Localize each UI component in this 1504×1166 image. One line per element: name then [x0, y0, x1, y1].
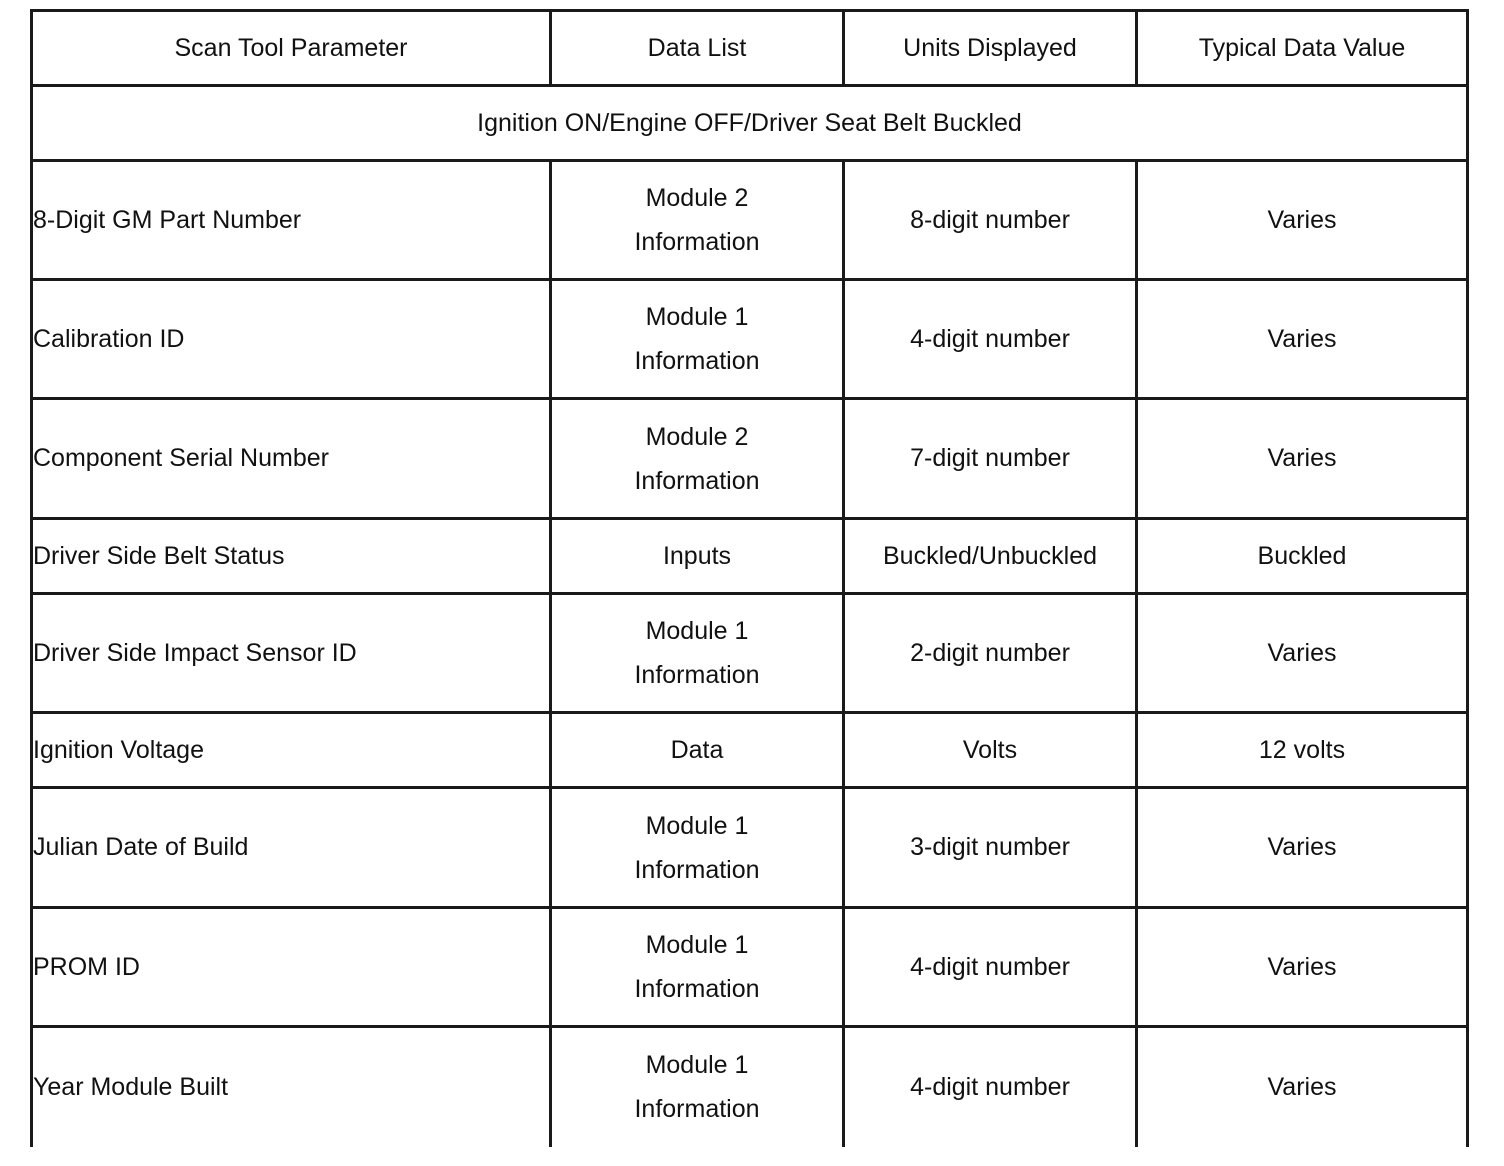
table-row — [32, 399, 1468, 519]
value-cell: Varies — [1137, 280, 1468, 399]
value-cell: Varies — [1137, 161, 1468, 280]
data-list-cell — [551, 161, 844, 280]
units-cell: 8-digit number — [844, 161, 1137, 280]
header-data-list: Data List — [551, 11, 844, 86]
value-cell: Varies — [1137, 399, 1468, 519]
units-cell: Volts — [844, 713, 1137, 788]
data-list-cell: Data — [551, 713, 844, 788]
data-list-cell — [551, 788, 844, 908]
units-cell: 2-digit number — [844, 594, 1137, 713]
value-cell: Varies — [1137, 1027, 1468, 1147]
data-list-line1: Module 1 — [645, 303, 749, 331]
param-cell: Julian Date of Build — [32, 788, 551, 908]
units-cell: 4-digit number — [844, 280, 1137, 399]
value-cell: Varies — [1137, 788, 1468, 908]
units-cell: 4-digit number — [844, 1027, 1137, 1147]
param-cell: Calibration ID — [32, 280, 551, 399]
value-cell: Varies — [1137, 594, 1468, 713]
param-cell: Driver Side Belt Status — [32, 519, 551, 594]
units-cell: 4-digit number — [844, 908, 1137, 1027]
param-cell: 8-Digit GM Part Number — [32, 161, 551, 280]
data-list-cell — [551, 280, 844, 399]
data-list-line1: Module 2 — [645, 422, 749, 451]
scan-tool-data-table — [30, 9, 1469, 1147]
data-list-line2: Information — [634, 661, 760, 689]
data-list-line2: Information — [634, 1095, 760, 1124]
header-typical-data-value: Typical Data Value — [1137, 11, 1468, 86]
param-cell: Driver Side Impact Sensor ID — [32, 594, 551, 713]
table-row — [32, 594, 1468, 713]
data-list-line1: Module 1 — [645, 1051, 749, 1080]
data-list-line2: Information — [634, 466, 760, 495]
data-list-line2: Information — [634, 347, 760, 375]
header-units-displayed: Units Displayed — [844, 11, 1137, 86]
data-list-line2: Information — [634, 228, 760, 256]
data-list-cell — [551, 1027, 844, 1147]
data-list-line1: Module 2 — [645, 184, 749, 212]
data-list-line1: Module 1 — [645, 617, 749, 645]
table-row — [32, 1027, 1468, 1147]
table-row — [32, 161, 1468, 280]
table-header-row — [32, 11, 1468, 86]
table-row — [32, 280, 1468, 399]
table-row — [32, 788, 1468, 908]
table-row — [32, 519, 1468, 594]
param-cell: Year Module Built — [32, 1027, 551, 1147]
param-cell: PROM ID — [32, 908, 551, 1027]
table-row — [32, 713, 1468, 788]
value-cell: Buckled — [1137, 519, 1468, 594]
section-title: Ignition ON/Engine OFF/Driver Seat Belt Buckled — [32, 86, 1468, 161]
param-cell: Ignition Voltage — [32, 713, 551, 788]
data-list-line1: Module 1 — [645, 931, 749, 959]
data-list-cell — [551, 594, 844, 713]
value-cell: 12 volts — [1137, 713, 1468, 788]
data-list-line2: Information — [634, 975, 760, 1003]
header-scan-tool-parameter: Scan Tool Parameter — [32, 11, 551, 86]
units-cell: Buckled/Unbuckled — [844, 519, 1137, 594]
data-list-cell — [551, 908, 844, 1027]
table-row — [32, 908, 1468, 1027]
units-cell: 7-digit number — [844, 399, 1137, 519]
data-list-cell — [551, 399, 844, 519]
data-list-line2: Information — [634, 855, 760, 884]
value-cell: Varies — [1137, 908, 1468, 1027]
units-cell: 3-digit number — [844, 788, 1137, 908]
data-list-line1: Module 1 — [645, 811, 749, 840]
data-list-cell: Inputs — [551, 519, 844, 594]
param-cell: Component Serial Number — [32, 399, 551, 519]
section-row — [32, 86, 1468, 161]
